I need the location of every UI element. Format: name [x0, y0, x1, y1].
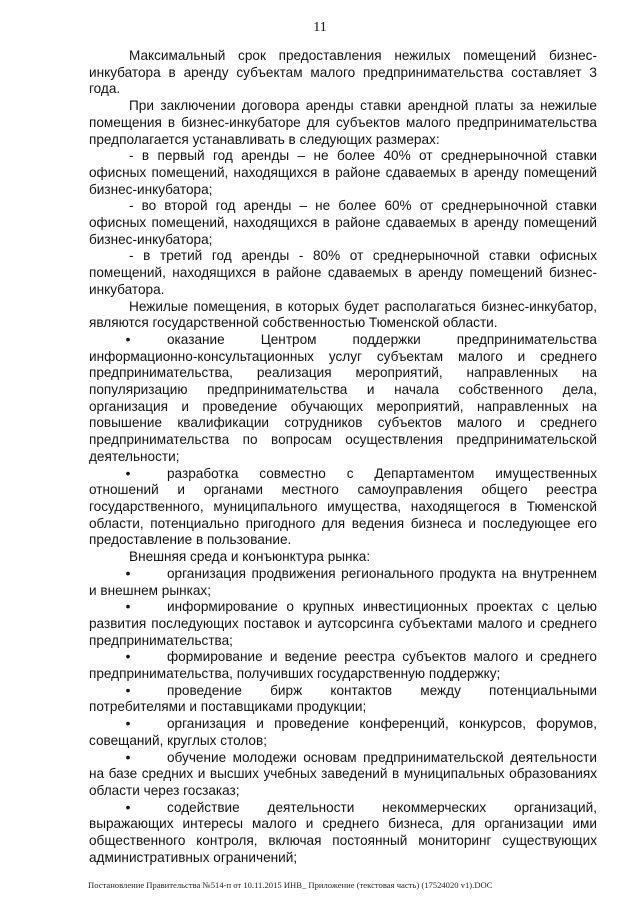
bullet-text: формирование и ведение реестра субъектов малого и среднего предпринимательства, получивших государственную поддержку;: [89, 649, 597, 682]
bullet-item: [89, 716, 597, 749]
paragraph: - в первый год аренды – не более 40% от среднерыночной ставки офисных помещений, находящихся в районе сдаваемых в аренду помещений бизнес-инкубатора;: [89, 148, 597, 197]
bullet-item: [89, 800, 597, 867]
bullet-item: [89, 332, 597, 466]
bullet-text: содействие деятельности некоммерческих организаций, выражающих интересы малого и среднего бизнеса, для организации ими общественного контроля, включая постоянный мониторинг существующих административных ограничений;: [89, 799, 597, 865]
bullet-text: проведение бирж контактов между потенциальными потребителями и поставщиками продукции;: [89, 682, 597, 715]
bullet-text: информирование о крупных инвестиционных проектах с целью развития последующих поставок и аутсорсинга субъектами малого и среднего предпринимательства;: [89, 599, 597, 648]
bullet-icon: •: [125, 565, 131, 581]
document-body: [89, 48, 597, 866]
paragraph: Максимальный срок предоставления нежилых помещений бизнес-инкубатора в аренду субъектам малого предпринимательства составляет 3 года.: [89, 48, 597, 97]
paragraph: Нежилые помещения, в которых будет располагаться бизнес-инкубатор, являются государственной собственностью Тюменской области.: [89, 298, 597, 331]
bullet-item: [89, 683, 597, 716]
bullet-icon: •: [125, 331, 131, 347]
document-footer: Постановление Правительства №514-п от 10.11.2015 ИНВ_ Приложение (текстовая часть) (17524020 v1).DOC: [88, 880, 493, 890]
bullet-item: [89, 566, 597, 599]
bullet-icon: •: [125, 599, 131, 615]
bullet-icon: •: [125, 649, 131, 665]
bullet-icon: •: [125, 465, 131, 481]
bullet-item: [89, 599, 597, 649]
bullet-item: [89, 750, 597, 800]
bullet-text: разработка совместно с Департаментом имущественных отношений и органами местного самоуправления общего реестра государственного, муниципального имущества, находящегося в Тюменской области, потенциально пригодного для ведения бизнеса и последующее его предоставление в пользование.: [89, 465, 597, 548]
bullet-icon: •: [125, 682, 131, 698]
bullet-icon: •: [125, 799, 131, 815]
bullet-icon: •: [125, 716, 131, 732]
bullet-text: оказание Центром поддержки предпринимательства информационно-консультационных услуг субъектам малого и среднего предпринимательства, реализация мероприятий, направленных на популяризацию предпринимательства и начала собственного дела, организация и проведение обучающих мероприятий, направленных на повышение квалификации сотрудников субъектов малого и среднего предпринимательства по вопросам осуществления предпринимательской деятельности;: [89, 331, 597, 464]
bullet-item: [89, 466, 597, 550]
paragraph: При заключении договора аренды ставки арендной платы за нежилые помещения в бизнес-инкубаторе для субъектов малого предпринимательства предполагается устанавливать в следующих размерах:: [89, 98, 597, 147]
paragraph: Внешняя среда и конъюнктура рынка:: [129, 549, 371, 565]
bullet-item: [89, 649, 597, 682]
bullet-text: организация и проведение конференций, конкурсов, форумов, совещаний, круглых столов;: [89, 716, 597, 748]
bullet-text: обучение молодежи основам предпринимательской деятельности на базе средних и высших учебных заведений в муниципальных образованиях области через госзаказ;: [89, 749, 597, 798]
bullet-icon: •: [125, 749, 131, 765]
paragraph: - во второй год аренды – не более 60% от среднерыночной ставки офисных помещений, находящихся в районе сдаваемых в аренду помещений бизнес-инкубатора;: [89, 198, 597, 247]
page-number: 11: [313, 20, 327, 35]
paragraph: - в третий год аренды - 80% от среднерыночной ставки офисных помещений, находящихся в районе сдаваемых в аренду помещений бизнес-инкубатора.: [89, 248, 597, 297]
bullet-text: организация продвижения регионального продукта на внутреннем и внешнем рынках;: [89, 565, 597, 598]
